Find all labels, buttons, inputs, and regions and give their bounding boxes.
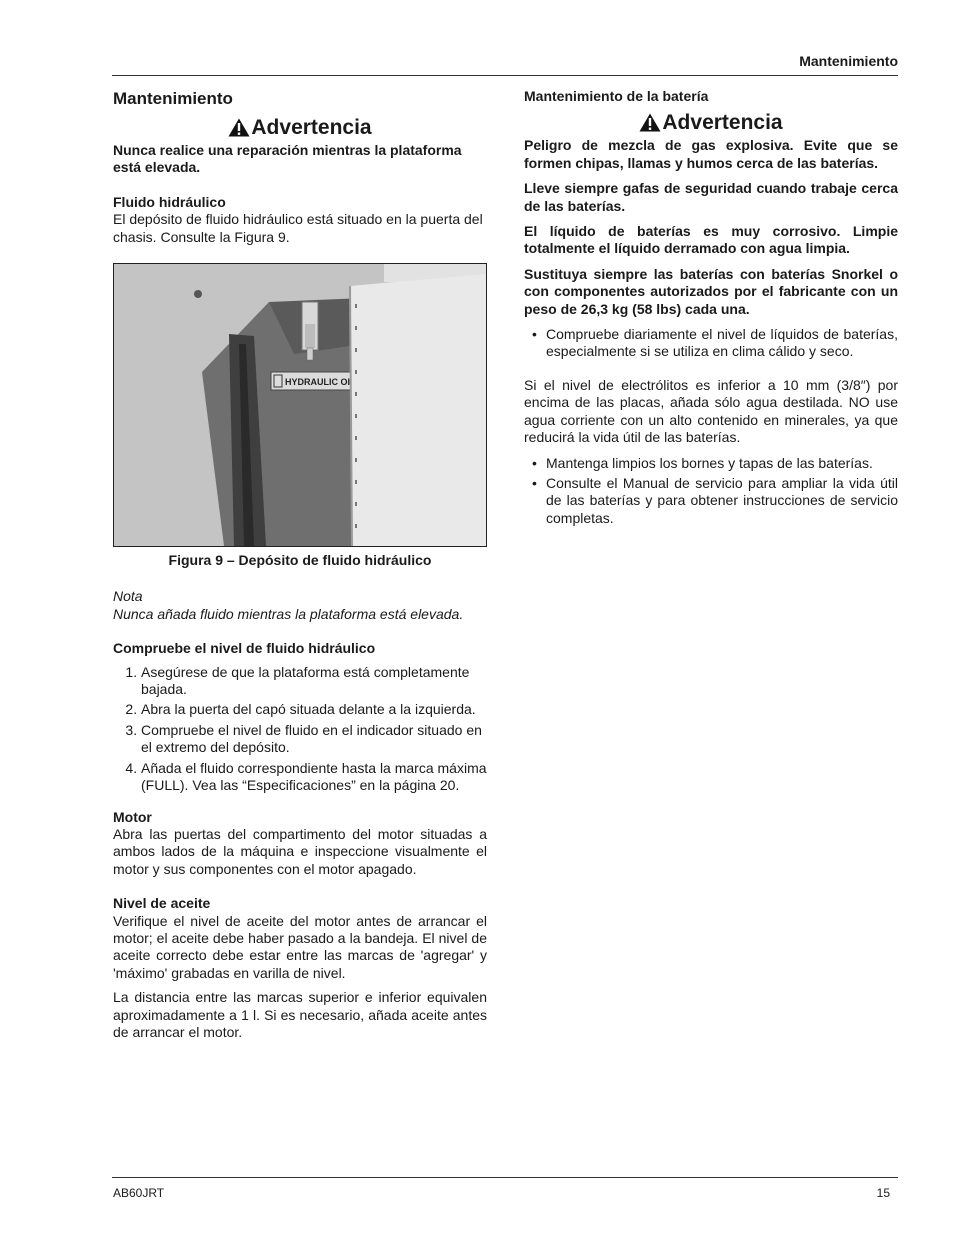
- hydraulic-fluid-text: El depósito de fluido hidráulico está situado en la puerta del chasis. Consulte la Figura 9.: [113, 211, 483, 245]
- warning-heading: [113, 116, 487, 140]
- figure-hydraulic-tank: [113, 263, 487, 547]
- left-column: [113, 88, 487, 1041]
- list-item: 1. Asegúrese de que la plataforma está completamente bajada.: [141, 664, 487, 699]
- battery-warning-heading: [524, 111, 898, 135]
- list-item: • Compruebe diariamente el nivel de líquidos de baterías, especialmente si se utiliza en clima cálido y seco.: [546, 326, 898, 361]
- page-number: 15: [876, 1186, 890, 1200]
- battery-warning-2: Lleve siempre gafas de seguridad cuando trabaje cerca de las baterías.: [524, 180, 898, 214]
- battery-warning-4: Sustituya siempre las baterías con baterías Snorkel o con componentes autorizados por el fabricante con un peso de 26,3 kg (58 lbs) cada una.: [524, 265, 898, 317]
- warning-label: Advertencia: [662, 111, 783, 135]
- warning-label: Advertencia: [251, 116, 372, 139]
- list-item: 2. Abra la puerta del capó situada delante a la izquierda.: [141, 701, 487, 718]
- battery-section-title: Mantenimiento de la batería: [524, 88, 709, 104]
- running-header: Mantenimiento: [799, 53, 898, 69]
- footer-model: AB60JRT: [113, 1186, 165, 1200]
- oil-level-title: Nivel de aceite: [113, 895, 211, 912]
- hydraulic-tank-photo: [114, 264, 486, 546]
- hydraulic-label-text: HYDRAULIC OI: [285, 377, 350, 388]
- oil-level-text-1: Verifique el nivel de aceite del motor antes de arrancar el motor; el aceite debe haber pasado a la bandeja. El nivel de aceite correcto debe estar entre las marcas de 'agregar' y 'máximo' grabadas en varilla de nivel.: [113, 912, 487, 981]
- warning-text: Nunca realice una reparación mientras la plataforma está elevada.: [113, 142, 462, 176]
- warning-triangle-icon: [639, 113, 661, 132]
- battery-warning-3: El líquido de baterías es muy corrosivo. Limpie totalmente el líquido derramado con agua limpia.: [524, 223, 898, 257]
- list-item: 3. Compruebe el nivel de fluido en el indicador situado en el extremo del depósito.: [141, 722, 487, 757]
- electrolyte-text: Si el nivel de electrólitos es inferior a 10 mm (3/8″) por encima de las placas, añada sólo agua destilada. NO use agua corriente con un alto contenido en minerales, ya que reducirá la vida útil de las baterías.: [524, 376, 898, 446]
- battery-bullets-2: [524, 455, 898, 528]
- section-title: Mantenimiento: [113, 89, 233, 108]
- check-level-title: Compruebe el nivel de fluido hidráulico: [113, 640, 376, 657]
- right-column: [524, 88, 898, 530]
- note-title: Nota: [113, 588, 143, 605]
- motor-title: Motor: [113, 808, 152, 825]
- oil-level-text-2: La distancia entre las marcas superior e inferior equivalen aproximadamente a 1 l. Si es necesario, añada aceite antes de arrancar el motor.: [113, 989, 487, 1040]
- list-item: 4. Añada el fluido correspondiente hasta la marca máxima (FULL). Vea las “Especificaciones” en la página 20.: [141, 760, 487, 795]
- warning-triangle-icon: [228, 118, 250, 137]
- figure-caption: Figura 9 – Depósito de fluido hidráulico: [168, 552, 432, 569]
- list-item: • Consulte el Manual de servicio para ampliar la vida útil de las baterías y para obtener instrucciones de servicio completas.: [546, 475, 898, 527]
- list-item: • Mantenga limpios los bornes y tapas de las baterías.: [546, 455, 898, 472]
- check-level-steps: [113, 664, 487, 795]
- battery-bullets-1: [524, 326, 898, 361]
- hydraulic-fluid-title: Fluido hidráulico: [113, 193, 226, 210]
- battery-warning-1: Peligro de mezcla de gas explosiva. Evite que se formen chipas, llamas y humos cerca de las baterías.: [524, 137, 898, 171]
- motor-text: Abra las puertas del compartimento del motor situadas a ambos lados de la máquina e inspeccione visualmente el motor y sus componentes con el motor apagado.: [113, 825, 487, 877]
- header-rule: [112, 75, 898, 76]
- footer-rule: [112, 1177, 898, 1178]
- note-text: Nunca añada fluido mientras la plataforma está elevada.: [113, 605, 464, 622]
